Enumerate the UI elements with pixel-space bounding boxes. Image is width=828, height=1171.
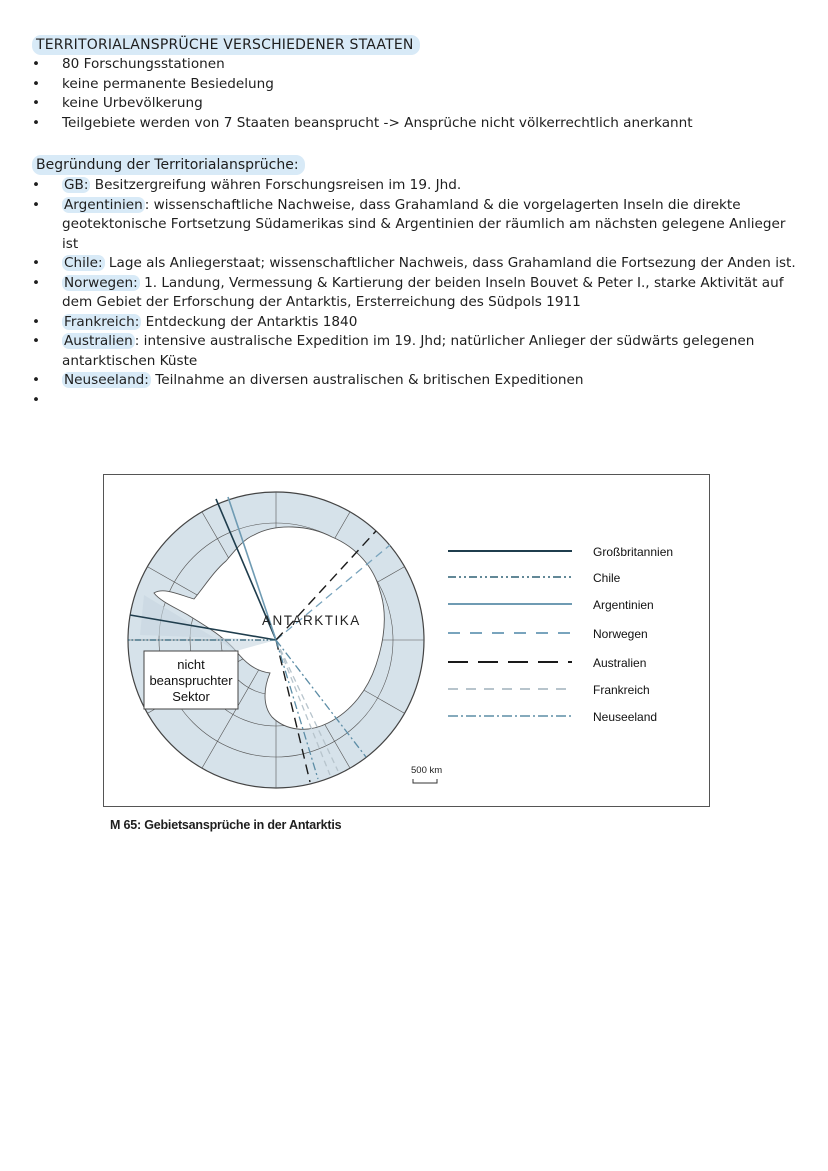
- scale-label: 500 km: [411, 765, 443, 776]
- list-item-chile: [32, 254, 802, 274]
- legend-label: Norwegen: [593, 627, 648, 641]
- list-item-argentinien: [32, 196, 802, 255]
- item-text: Entdeckung der Antarktis 1840: [141, 313, 358, 330]
- country-highlight: Argentinien: [64, 196, 143, 213]
- country-highlight: Australien: [64, 333, 133, 349]
- list-item: • keine Urbevölkerung: [32, 94, 802, 114]
- unclaimed-sector-label: beanspruchter: [149, 673, 233, 688]
- legend-label: Chile: [593, 571, 621, 585]
- list-item-norwegen: [32, 274, 802, 313]
- list-item-australien: [32, 332, 802, 371]
- reasons-list: [32, 176, 802, 391]
- legend-label: Großbritannien: [593, 545, 674, 559]
- section-heading-reasons: Begründung der Territorialansprüche:: [32, 155, 305, 175]
- figure-caption: M 65: Gebietsansprüche in der Antarktis: [110, 818, 342, 832]
- item-text: Lage als Anliegerstaat; wissenschaftlicher Nachweis, dass Grahamland die Fortsezung der Anden ist.: [104, 255, 796, 271]
- list-item-neuseeland: [32, 371, 802, 391]
- scale-bar: [413, 779, 437, 783]
- list-item: • Teilgebiete werden von 7 Staaten beansprucht -> Ansprüche nicht völkerrechtlich anerkannt: [32, 114, 802, 134]
- item-text: : wissenschaftliche Nachweise, dass Grahamland & die vorgelagerten Inseln die direkte geotektonische Fortsetzung Südamerikas sind & Argentinien der räumlich am nächsten gelegene Anlieger ist: [62, 196, 786, 252]
- legend-label: Neuseeland: [593, 710, 658, 724]
- country-highlight: Norwegen:: [64, 274, 138, 291]
- item-text: : intensive australische Expedition im 19. Jhd; natürlicher Anlieger der südwärts gelegenen antarktischen Küste: [62, 333, 755, 369]
- country-highlight: Chile:: [64, 255, 103, 271]
- section-heading-territorial-claims: TERRITORIALANSPRÜCHE VERSCHIEDENER STAATEN: [32, 35, 420, 55]
- item-text: Teilnahme an diversen australischen & britischen Expeditionen: [150, 372, 584, 388]
- legend-label: Frankreich: [593, 683, 650, 697]
- list-item: • 80 Forschungsstationen: [32, 55, 802, 75]
- list-item-gb: [32, 176, 802, 196]
- continent-label: ANTARKTIKA: [262, 613, 361, 628]
- map-svg: [104, 475, 711, 808]
- legend-label: Argentinien: [593, 598, 654, 612]
- legend-label: Australien: [593, 656, 647, 670]
- country-highlight: GB:: [64, 177, 89, 193]
- item-text: Besitzergreifung währen Forschungsreisen im 19. Jhd.: [90, 177, 462, 193]
- list-item: • keine permanente Besiedelung: [32, 75, 802, 95]
- antarctica-claims-map: [103, 474, 710, 807]
- list-item-frankreich: [32, 313, 802, 333]
- facts-list: [32, 55, 802, 133]
- unclaimed-sector-label: Sektor: [172, 689, 210, 704]
- country-highlight: Neuseeland:: [64, 372, 149, 388]
- item-text: 1. Landung, Vermessung & Kartierung der beiden Inseln Bouvet & Peter I., starke Aktivität auf dem Gebiet der Erforschung der Antarktis, Ersterreichung des Südpols 1911: [62, 274, 784, 310]
- map-legend: [448, 545, 673, 724]
- country-highlight: Frankreich:: [64, 313, 140, 330]
- unclaimed-sector-label: nicht: [177, 657, 205, 672]
